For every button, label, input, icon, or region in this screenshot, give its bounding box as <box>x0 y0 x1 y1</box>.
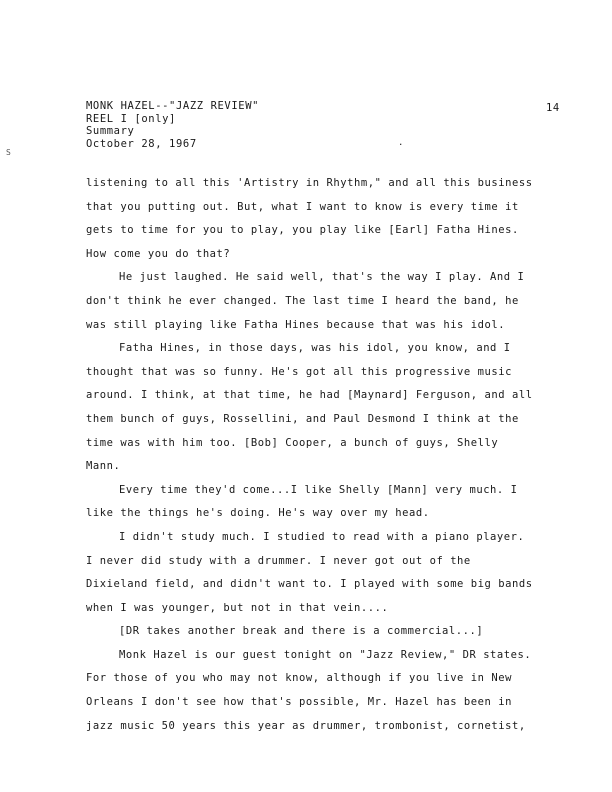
transcript-line: that you putting out. But, what I want to know is every time it <box>86 200 519 213</box>
transcript-line: thought that was so funny. He's got all this progressive music <box>86 365 513 378</box>
transcript-line: [DR takes another break and there is a commercial...] <box>119 625 484 638</box>
transcript-line: around. I think, at that time, he had [Maynard] Ferguson, and all <box>86 389 533 402</box>
transcript-line: Fatha Hines, in those days, was his idol, you know, and I <box>119 342 511 355</box>
margin-mark: S <box>6 148 11 157</box>
transcript-line: time was with him too. [Bob] Cooper, a bunch of guys, Shelly <box>86 436 499 449</box>
transcript-line: when I was younger, but not in that vein.... <box>86 601 389 614</box>
transcript-line: For those of you who may not know, although if you live in New <box>86 672 513 685</box>
header-title: MONK HAZEL--"JAZZ REVIEW" <box>86 100 260 112</box>
transcript-line: Every time they'd come...I like Shelly [Mann] very much. I <box>119 483 518 496</box>
header-type: Summary <box>86 125 135 137</box>
page-number: 14 <box>546 102 560 114</box>
transcript-line: Orleans I don't see how that's possible, Mr. Hazel has been in <box>86 696 513 709</box>
transcript-line: listening to all this 'Artistry in Rhythm," and all this business <box>86 177 533 189</box>
transcript-line: like the things he's doing. He's way over my head. <box>86 507 430 520</box>
stray-dot-mark: . <box>398 138 404 148</box>
transcript-line: them bunch of guys, Rossellini, and Paul Desmond I think at the <box>86 412 519 425</box>
transcript-line: I never did study with a drummer. I never got out of the <box>86 554 471 567</box>
transcript-line: was still playing like Fatha Hines because that was his idol. <box>86 318 506 331</box>
transcript-line: Monk Hazel is our guest tonight on "Jazz Review," DR states. <box>119 648 532 661</box>
transcript-line: He just laughed. He said well, that's the way I play. And I <box>119 271 525 284</box>
transcript-body <box>86 172 560 738</box>
transcript-line: I didn't study much. I studied to read with a piano player. <box>119 530 525 543</box>
header-reel: REEL I [only] <box>86 112 176 125</box>
transcript-line: gets to time for you to play, you play like [Earl] Fatha Hines. <box>86 224 519 237</box>
transcript-line: Mann. <box>86 460 121 473</box>
transcript-line: Dixieland field, and didn't want to. I played with some big bands <box>86 578 533 591</box>
document-header <box>86 100 259 150</box>
transcript-line: don't think he ever changed. The last time I heard the band, he <box>86 294 519 307</box>
transcript-line: How come you do that? <box>86 247 231 260</box>
transcript-line: jazz music 50 years this year as drummer, trombonist, cornetist, <box>86 719 526 732</box>
header-date: October 28, 1967 <box>86 137 197 150</box>
